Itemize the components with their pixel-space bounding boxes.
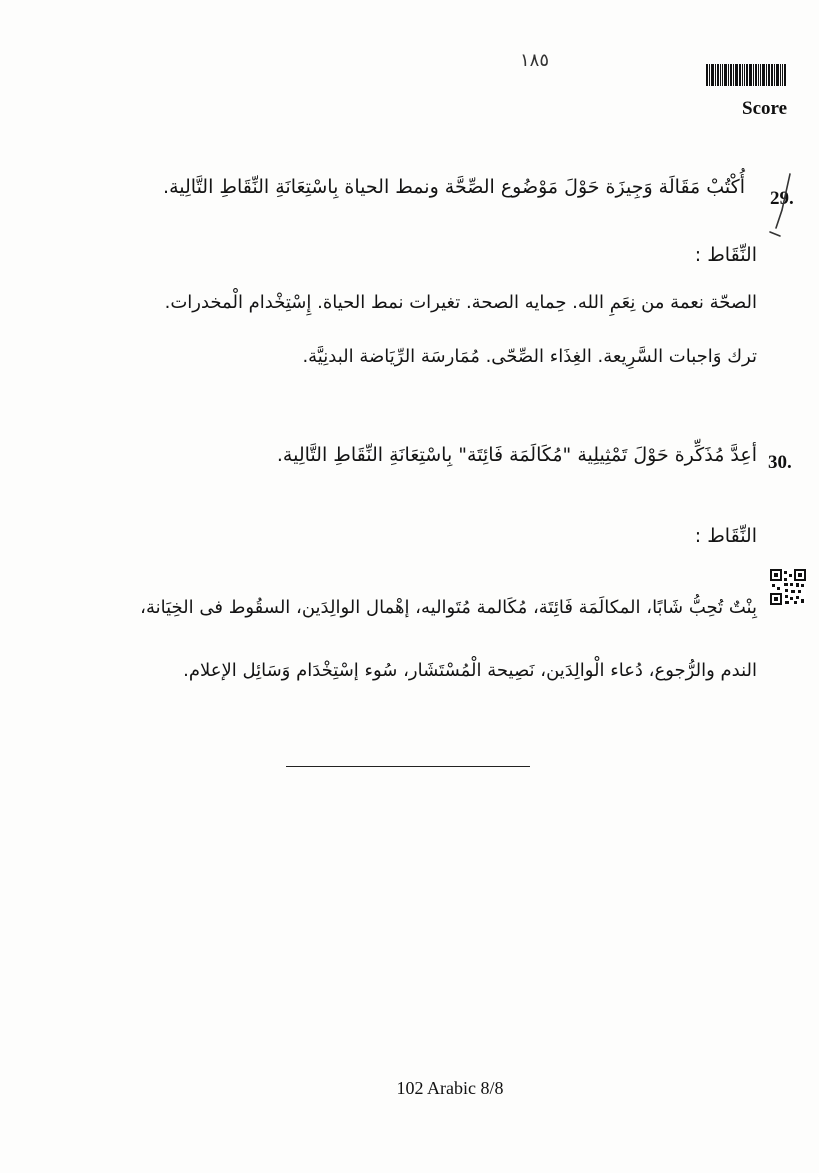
- question-30-point-line-1: بِنْتٌ تُحِبُّ شَابًا، المكالَمَة فَائِتَة، مُكَالمة مُتَواليه، إهْمال الوالِدَين، السقُوط فى الخِيَانة،: [140, 597, 757, 618]
- question-30-point-line-2: الندم والرُّجوع، دُعاء الْوالِدَين، نَصِيحة الْمُسْتَشَار، سُوء إسْتِخْدَام وَسَائِل الإعلام.: [183, 660, 757, 681]
- question-29-prompt: أُكْتُبْ مَقَالَة وَجِيزَة حَوْلَ مَوْضُوع الصِّحَّة ونمط الحياة بِاسْتِعَانَةِ النِّقَاطِ التَّالِية.: [163, 176, 745, 198]
- question-number-29: 29.: [770, 188, 794, 209]
- handwritten-mark: ١٨٥: [520, 50, 550, 71]
- page-footer: 102 Arabic 8/8: [396, 1078, 504, 1098]
- barcode-icon: [706, 64, 794, 86]
- question-30-points-label: النِّقَاط :: [694, 525, 757, 547]
- qr-code-icon: [770, 569, 806, 605]
- question-number-30: 30.: [768, 452, 792, 473]
- question-30-prompt: أعِدَّ مُذَكِّرة حَوْلَ تَمْثِيلِية "مُكَالَمَة فَائِتَة" بِاسْتِعَانَةِ النِّقَاطِ التَّالِية.: [276, 444, 757, 466]
- question-29-point-line-2: ترك وَاجبات السَّرِيعة. الغِذَاء الصِّحّى. مُمَارسَة الرِّيَاضة البدنِيَّة.: [302, 346, 757, 367]
- question-29-points-label: النِّقَاط :: [694, 244, 757, 266]
- section-divider: [286, 766, 530, 767]
- check-mark-icon: [768, 170, 798, 238]
- score-label: Score: [742, 98, 788, 119]
- question-29-point-line-1: الصحّة نعمة من نِعَمِ الله. حِمايه الصحة. تغيرات نمط الحياة. إِسْتِخْدام الْمخدرات.: [164, 292, 757, 313]
